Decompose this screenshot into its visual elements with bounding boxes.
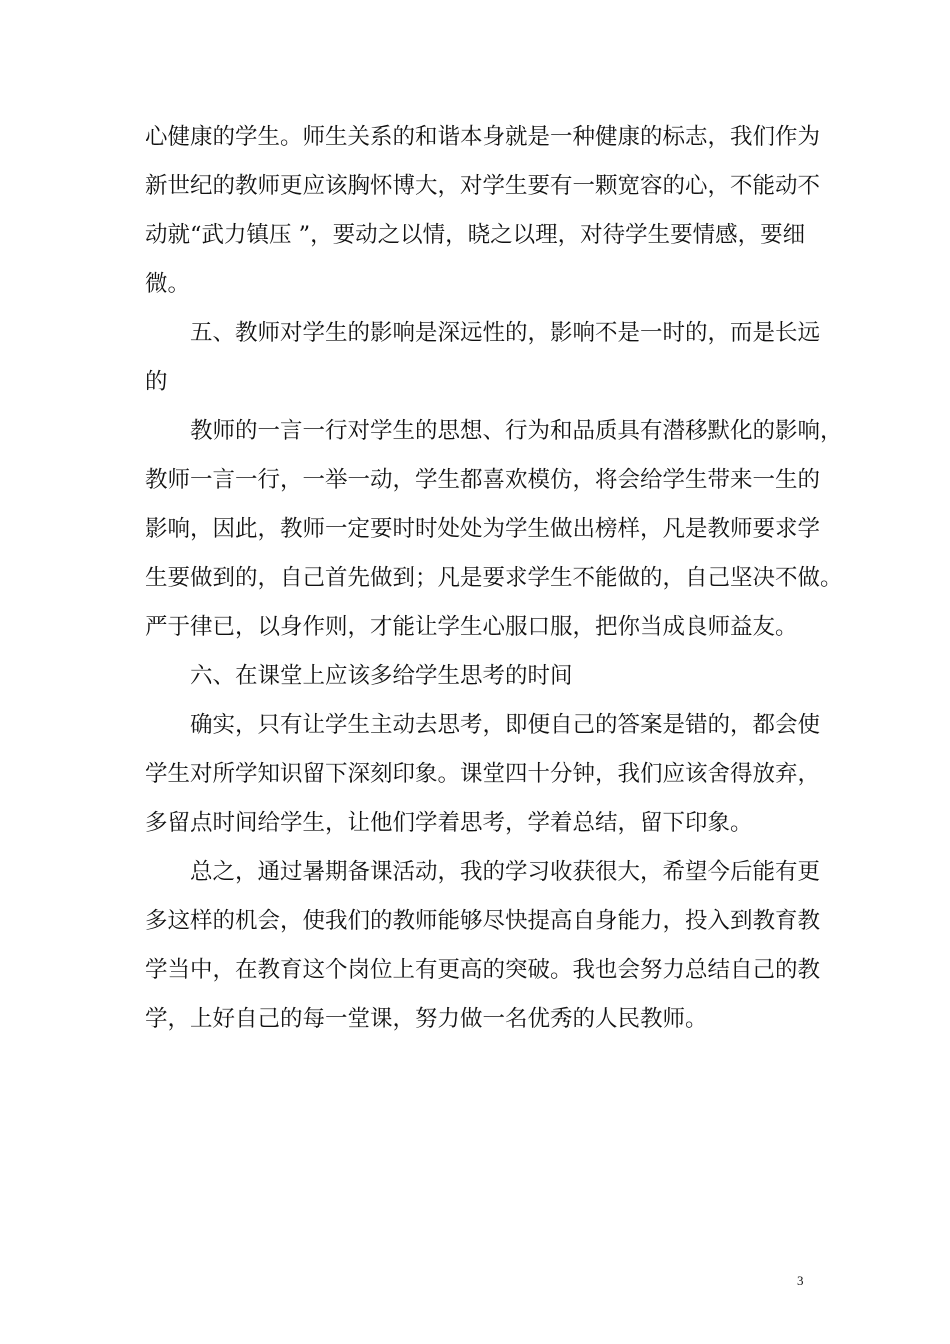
text-line: 多留点时间给学生，让他们学着思考，学着总结，留下印象。 <box>145 810 753 836</box>
text-line: 的 <box>145 369 168 395</box>
text-line: 多这样的机会，使我们的教师能够尽快提高自身能力，投入到教育教 <box>145 908 821 934</box>
section-heading-5: 五、教师对学生的影响是深远性的，影响不是一时的，而是长远 <box>190 320 821 346</box>
text-line: 教师一言一行，一举一动，学生都喜欢模仿，将会给学生带来一生的 <box>145 467 821 493</box>
text-line: 生要做到的，自己首先做到；凡是要求学生不能做的，自己坚决不做。 <box>145 565 843 591</box>
text-line: 确实，只有让学生主动去思考，即便自己的答案是错的，都会使 <box>190 712 821 738</box>
text-line: 影响，因此，教师一定要时时处处为学生做出榜样，凡是教师要求学 <box>145 516 821 542</box>
text-line: 教师的一言一行对学生的思想、行为和品质具有潜移默化的影响， <box>190 418 843 444</box>
text-line: 学，上好自己的每一堂课，努力做一名优秀的人民教师。 <box>145 1006 708 1032</box>
text-line: 新世纪的教师更应该胸怀博大，对学生要有一颗宽容的心，不能动不 <box>145 173 821 199</box>
text-line: 微。 <box>145 271 191 297</box>
text-line: 学生对所学知识留下深刻印象。课堂四十分钟，我们应该舍得放弃， <box>145 761 821 787</box>
text-line: 动就“武力镇压 ”，要动之以情，晓之以理，对待学生要情感，要细 <box>145 222 806 248</box>
page-number: 3 <box>797 1273 804 1288</box>
text-line: 总之，通过暑期备课活动，我的学习收获很大，希望今后能有更 <box>190 859 821 885</box>
text-line: 严于律已，以身作则，才能让学生心服口服，把你当成良师益友。 <box>145 614 798 640</box>
text-line: 心健康的学生。师生关系的和谐本身就是一种健康的标志，我们作为 <box>145 124 821 150</box>
text-line: 学当中，在教育这个岗位上有更高的突破。我也会努力总结自己的教 <box>145 957 821 983</box>
section-heading-6: 六、在课堂上应该多给学生思考的时间 <box>190 663 573 689</box>
